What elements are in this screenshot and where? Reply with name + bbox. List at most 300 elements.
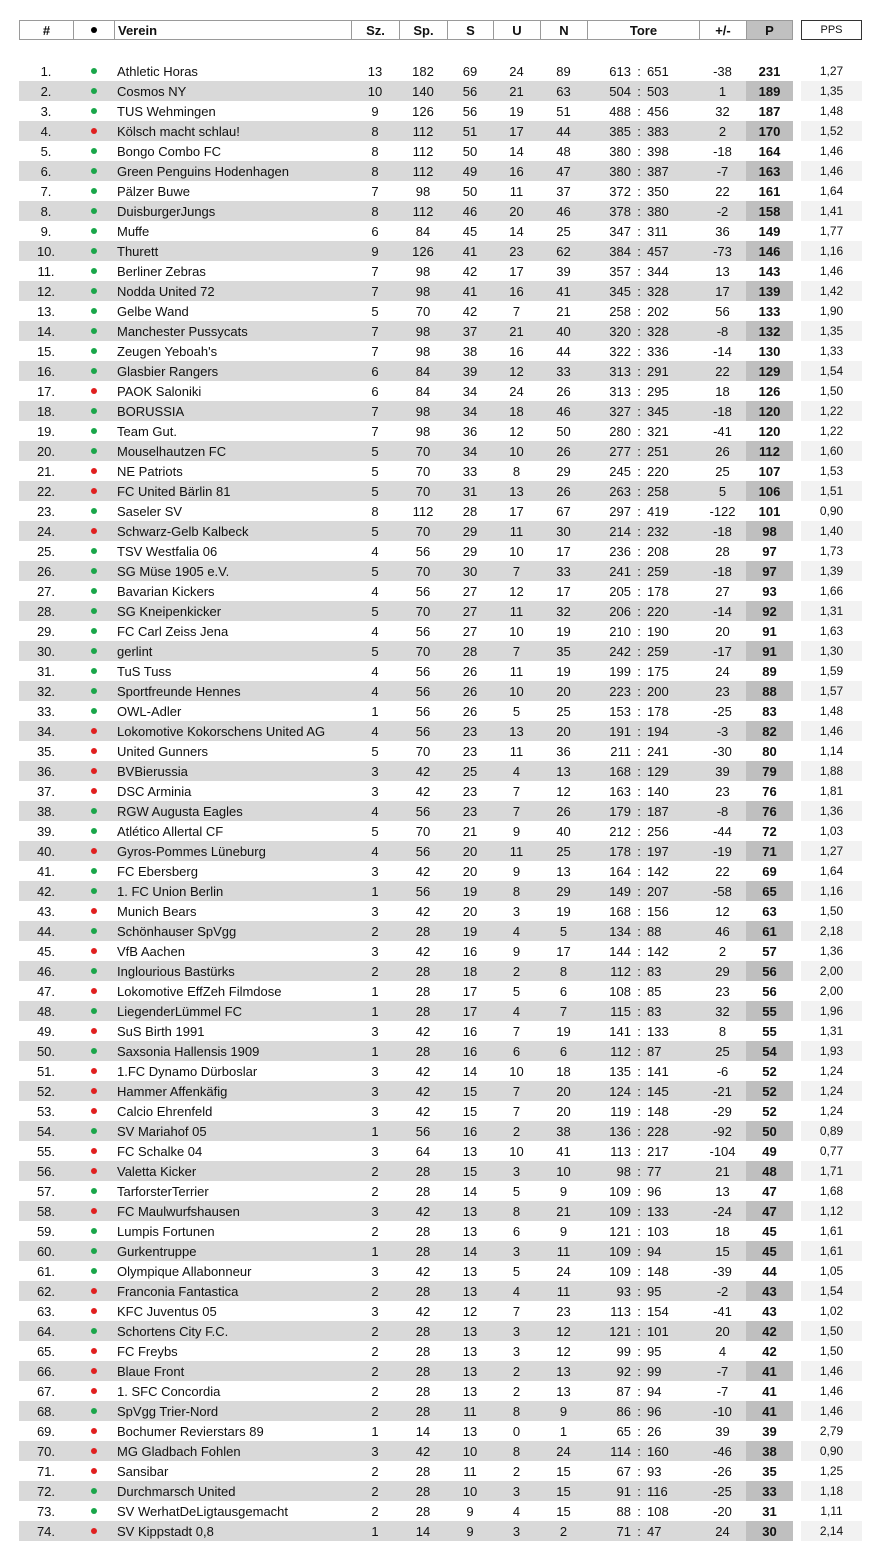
table-row[interactable] <box>19 1261 844 1281</box>
points: 129 <box>746 361 793 381</box>
goals-for: 178 <box>609 843 631 859</box>
seasons: 1 <box>371 1423 379 1439</box>
games-played: 84 <box>415 383 431 399</box>
table-row[interactable] <box>19 641 844 661</box>
status-dot-icon <box>91 748 97 754</box>
table-row[interactable] <box>19 1441 844 1461</box>
table-row[interactable] <box>19 1321 844 1341</box>
status-dot-icon <box>91 1268 97 1274</box>
wins: 9 <box>466 1523 474 1539</box>
goal-difference: -25 <box>713 703 732 719</box>
seasons: 3 <box>371 903 379 919</box>
table-row[interactable] <box>19 1161 844 1181</box>
losses: 37 <box>556 183 571 199</box>
table-row[interactable] <box>19 1521 844 1541</box>
header-pps[interactable]: PPS <box>801 20 862 40</box>
games-played: 70 <box>415 443 431 459</box>
goals <box>587 1261 699 1281</box>
points: 47 <box>746 1201 793 1221</box>
goals-for: 65 <box>616 1423 631 1439</box>
goals-separator: : <box>637 1483 641 1499</box>
goal-difference: -2 <box>716 203 729 219</box>
status-dot-icon <box>91 768 97 774</box>
header-n[interactable]: N <box>540 20 587 40</box>
goals-for: 98 <box>616 1163 631 1179</box>
games-played: 28 <box>415 983 431 999</box>
points: 56 <box>762 983 777 999</box>
table-row[interactable] <box>19 1141 844 1161</box>
games-played: 42 <box>415 863 431 879</box>
status-dot-icon <box>91 1248 97 1254</box>
status-dot-icon <box>91 288 97 294</box>
table-row[interactable] <box>19 61 844 81</box>
goals-for: 124 <box>609 1083 631 1099</box>
goals-for: 206 <box>609 603 631 619</box>
rank: 3. <box>40 103 52 119</box>
wins: 34 <box>462 403 478 419</box>
status-cell <box>73 161 114 181</box>
seasons: 3 <box>371 1023 379 1039</box>
games-played: 84 <box>415 363 431 379</box>
goal-difference: -104 <box>709 1143 736 1159</box>
table-row[interactable] <box>19 501 844 521</box>
table-row[interactable] <box>19 1041 844 1061</box>
goals-separator: : <box>637 1263 641 1279</box>
table-row[interactable] <box>19 701 844 721</box>
draws: 2 <box>512 1383 521 1399</box>
table-row[interactable] <box>19 721 844 741</box>
points-per-season: 1,68 <box>819 1184 844 1198</box>
points-per-season: 1,88 <box>801 761 862 781</box>
draws: 10 <box>509 1143 524 1159</box>
table-row[interactable] <box>19 621 844 641</box>
goal-difference: -41 <box>713 1303 732 1319</box>
table-row[interactable] <box>19 281 844 301</box>
table-row[interactable] <box>19 1381 844 1401</box>
wins: 14 <box>462 1063 478 1079</box>
wins: 25 <box>462 763 478 779</box>
rank: 32. <box>36 683 56 699</box>
table-row[interactable] <box>19 961 844 981</box>
goals-for: 380 <box>609 163 631 179</box>
games-played: 42 <box>415 1263 431 1279</box>
status-cell <box>73 621 114 641</box>
table-row[interactable] <box>19 321 844 341</box>
goals <box>587 1401 699 1421</box>
status-cell <box>73 1041 114 1061</box>
goals-separator: : <box>637 1103 641 1119</box>
points-per-season: 1,57 <box>801 681 862 701</box>
points-per-season: 1,35 <box>801 81 862 101</box>
club-name: Schwarz-Gelb Kalbeck <box>117 523 249 539</box>
draws: 20 <box>509 203 524 219</box>
goals-for: 119 <box>610 1103 631 1119</box>
status-cell <box>73 1261 114 1281</box>
draws: 11 <box>509 523 524 539</box>
goals <box>587 201 699 221</box>
draws: 9 <box>512 863 521 879</box>
table-row[interactable] <box>19 821 844 841</box>
points: 88 <box>746 681 793 701</box>
table-row[interactable] <box>19 561 844 581</box>
losses: 39 <box>556 263 571 279</box>
games-played: 56 <box>415 583 431 599</box>
goals-for: 280 <box>609 423 631 439</box>
status-cell <box>73 1201 114 1221</box>
draws: 10 <box>509 1063 524 1079</box>
table-row[interactable] <box>19 781 844 801</box>
games-played: 112 <box>412 143 434 159</box>
header-rank[interactable]: # <box>19 20 73 40</box>
table-row[interactable] <box>19 241 844 261</box>
table-row[interactable] <box>19 421 844 441</box>
draws: 2 <box>512 1363 521 1379</box>
seasons: 7 <box>371 323 379 339</box>
points-per-season: 1,61 <box>819 1224 844 1238</box>
goal-difference: 5 <box>718 483 727 499</box>
goals-for: 108 <box>609 983 631 999</box>
goals-against: 26 <box>647 1423 662 1439</box>
goals-against: 197 <box>647 843 669 859</box>
status-dot-icon <box>91 1308 97 1314</box>
games-played: 98 <box>415 403 431 419</box>
goals-for: 347 <box>609 223 631 239</box>
seasons: 3 <box>371 1103 379 1119</box>
table-row[interactable] <box>19 1121 844 1141</box>
seasons: 13 <box>367 63 383 79</box>
goal-difference: -39 <box>713 1263 732 1279</box>
table-row[interactable] <box>19 461 844 481</box>
seasons: 2 <box>371 1183 379 1199</box>
status-cell <box>73 741 114 761</box>
wins: 16 <box>462 1043 478 1059</box>
table-row[interactable] <box>19 381 844 401</box>
goals-against: 96 <box>647 1403 662 1419</box>
club-name: Bavarian Kickers <box>117 583 215 599</box>
points: 107 <box>758 463 781 479</box>
table-row[interactable] <box>19 801 844 821</box>
draws: 12 <box>509 583 524 599</box>
status-cell <box>73 481 114 501</box>
table-row[interactable] <box>19 921 844 941</box>
seasons: 2 <box>371 1383 379 1399</box>
draws: 0 <box>512 1423 521 1439</box>
goals <box>587 1481 699 1501</box>
goals-separator: : <box>637 1183 641 1199</box>
rank: 30. <box>36 643 56 659</box>
table-row[interactable] <box>19 481 844 501</box>
table-row[interactable] <box>19 521 844 541</box>
table-row[interactable] <box>19 881 844 901</box>
goal-difference: 39 <box>715 1423 730 1439</box>
points: 149 <box>758 223 781 239</box>
seasons: 8 <box>371 163 379 179</box>
status-cell <box>73 201 114 221</box>
club-name: DSC Arminia <box>117 783 192 799</box>
games-played: 84 <box>415 223 431 239</box>
draws: 13 <box>509 723 524 739</box>
goals-for: 210 <box>609 623 631 639</box>
table-row[interactable] <box>19 1241 844 1261</box>
table-row[interactable] <box>19 301 844 321</box>
points: 187 <box>758 103 781 119</box>
table-row[interactable] <box>19 101 844 121</box>
table-row[interactable] <box>19 601 844 621</box>
club-name: FC Freybs <box>117 1343 178 1359</box>
goal-difference: 22 <box>715 363 730 379</box>
status-dot-icon <box>91 948 97 954</box>
table-row[interactable] <box>19 541 844 561</box>
goals-against: 94 <box>647 1383 662 1399</box>
points-per-season: 1,77 <box>819 224 844 238</box>
table-row[interactable] <box>19 1281 844 1301</box>
table-row[interactable] <box>19 341 844 361</box>
goals-against: 103 <box>647 1223 669 1239</box>
rank: 25. <box>36 543 56 559</box>
goals-against: 99 <box>647 1363 662 1379</box>
goals-against: 178 <box>647 703 669 719</box>
points: 47 <box>762 1183 777 1199</box>
points: 45 <box>746 1241 793 1261</box>
losses: 26 <box>556 443 571 459</box>
table-row[interactable] <box>19 441 844 461</box>
rank: 69. <box>36 1423 56 1439</box>
goals-for: 67 <box>616 1463 631 1479</box>
header-s[interactable]: S <box>447 20 493 40</box>
draws: 3 <box>512 1343 521 1359</box>
table-row[interactable] <box>19 941 844 961</box>
table-row[interactable] <box>19 1221 844 1241</box>
goals-for: 109 <box>609 1243 631 1259</box>
draws: 12 <box>509 423 524 439</box>
wins: 13 <box>462 1423 478 1439</box>
goals <box>587 181 699 201</box>
club-name: Team Gut. <box>117 423 177 439</box>
goals-against: 190 <box>647 623 669 639</box>
seasons: 1 <box>371 1243 379 1259</box>
club-name: SV WerhatDeLigtausgemacht <box>117 1503 289 1519</box>
seasons: 5 <box>371 463 379 479</box>
losses: 32 <box>556 603 571 619</box>
table-row[interactable] <box>19 81 844 101</box>
rank: 6. <box>40 163 52 179</box>
table-row[interactable] <box>19 261 844 281</box>
table-row[interactable] <box>19 861 844 881</box>
draws: 17 <box>509 123 524 139</box>
header-diff[interactable]: +/- <box>699 20 746 40</box>
table-row[interactable] <box>19 661 844 681</box>
table-row[interactable] <box>19 1341 844 1361</box>
table-row[interactable] <box>19 1001 844 1021</box>
status-cell <box>73 381 114 401</box>
goal-difference: 23 <box>715 783 730 799</box>
wins: 50 <box>462 143 478 159</box>
games-played: 28 <box>415 1403 431 1419</box>
table-row[interactable] <box>19 221 844 241</box>
goals-for: 71 <box>616 1523 631 1539</box>
goals-for: 205 <box>609 583 631 599</box>
header-sz[interactable]: Sz. <box>351 20 399 40</box>
club-name: BORUSSIA <box>117 403 185 419</box>
goals-against: 116 <box>647 1483 668 1499</box>
points-per-season: 2,00 <box>819 984 844 998</box>
header-sp[interactable]: Sp. <box>399 20 447 40</box>
table-row[interactable] <box>19 361 844 381</box>
draws: 19 <box>509 103 524 119</box>
status-cell <box>73 401 114 421</box>
goals-against: 148 <box>647 1263 669 1279</box>
wins: 19 <box>462 923 478 939</box>
goal-difference: 29 <box>715 963 730 979</box>
games-played: 28 <box>415 963 431 979</box>
goal-difference: 18 <box>715 1223 730 1239</box>
goals-separator: : <box>637 163 641 179</box>
wins: 13 <box>462 1143 478 1159</box>
club-name: Blaue Front <box>117 1363 185 1379</box>
table-row[interactable] <box>19 901 844 921</box>
goals <box>587 421 699 441</box>
games-played: 98 <box>415 323 431 339</box>
table-row[interactable] <box>19 1301 844 1321</box>
rank: 24. <box>36 523 56 539</box>
header-points[interactable]: P <box>746 20 793 40</box>
table-row[interactable] <box>19 681 844 701</box>
draws: 7 <box>512 303 521 319</box>
wins: 13 <box>462 1323 478 1339</box>
status-cell <box>73 901 114 921</box>
goal-difference: 22 <box>715 183 730 199</box>
rank: 11. <box>37 263 55 279</box>
goals <box>587 541 699 561</box>
rank: 10. <box>36 243 56 259</box>
table-row[interactable] <box>19 401 844 421</box>
status-dot-icon <box>91 1148 97 1154</box>
header-goals[interactable]: Tore <box>587 20 699 40</box>
points-per-season: 1,54 <box>801 361 862 381</box>
goals-against: 145 <box>647 1083 669 1099</box>
club-name: Gurkentruppe <box>117 1243 197 1259</box>
club-name: LiegenderLümmel FC <box>117 1003 243 1019</box>
games-played: 56 <box>415 543 431 559</box>
rank: 27. <box>36 583 56 599</box>
table-row[interactable] <box>19 161 844 181</box>
table-row[interactable] <box>19 141 844 161</box>
wins: 46 <box>462 203 478 219</box>
table-row[interactable] <box>19 981 844 1001</box>
draws: 9 <box>512 823 521 839</box>
status-dot-icon <box>91 228 97 234</box>
status-cell <box>73 441 114 461</box>
goals <box>587 701 699 721</box>
status-cell <box>73 981 114 1001</box>
table-row[interactable] <box>19 1201 844 1221</box>
table-row[interactable] <box>19 1101 844 1121</box>
table-row[interactable] <box>19 1401 844 1421</box>
table-row[interactable] <box>19 741 844 761</box>
draws: 4 <box>512 923 521 939</box>
goals-separator: : <box>637 403 641 419</box>
goals-against: 85 <box>647 983 662 999</box>
wins: 49 <box>462 163 478 179</box>
header-club[interactable]: Verein <box>114 20 351 40</box>
goals-against: 202 <box>647 303 669 319</box>
points: 43 <box>746 1281 793 1301</box>
points: 83 <box>762 703 777 719</box>
goals <box>587 1361 699 1381</box>
status-dot-icon <box>91 1008 97 1014</box>
status-cell <box>73 101 114 121</box>
status-cell <box>73 301 114 321</box>
losses: 26 <box>556 483 571 499</box>
table-row[interactable] <box>19 181 844 201</box>
table-row[interactable] <box>19 1361 844 1381</box>
goals-against: 344 <box>647 263 669 279</box>
points-per-season: 1,31 <box>819 1024 844 1038</box>
points: 52 <box>762 1063 777 1079</box>
draws: 7 <box>512 1303 521 1319</box>
table-row[interactable] <box>19 1061 844 1081</box>
goals-separator: : <box>637 183 641 199</box>
draws: 11 <box>509 603 524 619</box>
seasons: 1 <box>371 983 379 999</box>
table-row[interactable] <box>19 201 844 221</box>
table-row[interactable] <box>19 761 844 781</box>
status-dot-icon <box>91 1068 97 1074</box>
club-name: OWL-Adler <box>117 703 182 719</box>
status-dot-icon <box>91 68 97 74</box>
points-per-season: 1,35 <box>801 321 862 341</box>
goals-for: 380 <box>609 143 631 159</box>
goals-for: 199 <box>609 663 631 679</box>
goals-for: 87 <box>616 1383 631 1399</box>
wins: 50 <box>462 183 478 199</box>
status-cell <box>73 581 114 601</box>
rank: 68. <box>36 1403 56 1419</box>
draws: 7 <box>512 803 521 819</box>
seasons: 4 <box>371 803 379 819</box>
club-name: Lokomotive Kokorschens United AG <box>117 723 326 739</box>
status-dot-icon <box>91 648 97 654</box>
status-dot-icon <box>91 688 97 694</box>
draws: 7 <box>512 783 521 799</box>
table-row[interactable] <box>19 1181 844 1201</box>
table-row[interactable] <box>19 1021 844 1041</box>
goals-for: 378 <box>609 203 631 219</box>
seasons: 4 <box>371 543 379 559</box>
goals-for: 136 <box>609 1123 631 1139</box>
goals-separator: : <box>637 963 641 979</box>
table-row[interactable] <box>19 1461 844 1481</box>
table-row[interactable] <box>19 1501 843 1521</box>
rank: 36. <box>36 763 56 779</box>
goal-difference: 8 <box>718 1023 727 1039</box>
points-per-season: 1,36 <box>819 944 844 958</box>
table-row[interactable] <box>19 1081 844 1101</box>
goals-for: 384 <box>609 243 631 259</box>
table-row[interactable] <box>19 121 844 141</box>
table-row[interactable] <box>19 841 844 861</box>
goals <box>587 721 699 741</box>
header-status[interactable] <box>73 20 114 40</box>
points: 42 <box>762 1343 777 1359</box>
points: 120 <box>758 423 781 439</box>
header-u[interactable]: U <box>493 20 540 40</box>
table-row[interactable] <box>19 1421 844 1441</box>
table-row[interactable] <box>19 581 844 601</box>
table-row[interactable] <box>19 1481 844 1501</box>
status-cell <box>73 1381 114 1401</box>
club-name: TuS Tuss <box>117 663 172 679</box>
